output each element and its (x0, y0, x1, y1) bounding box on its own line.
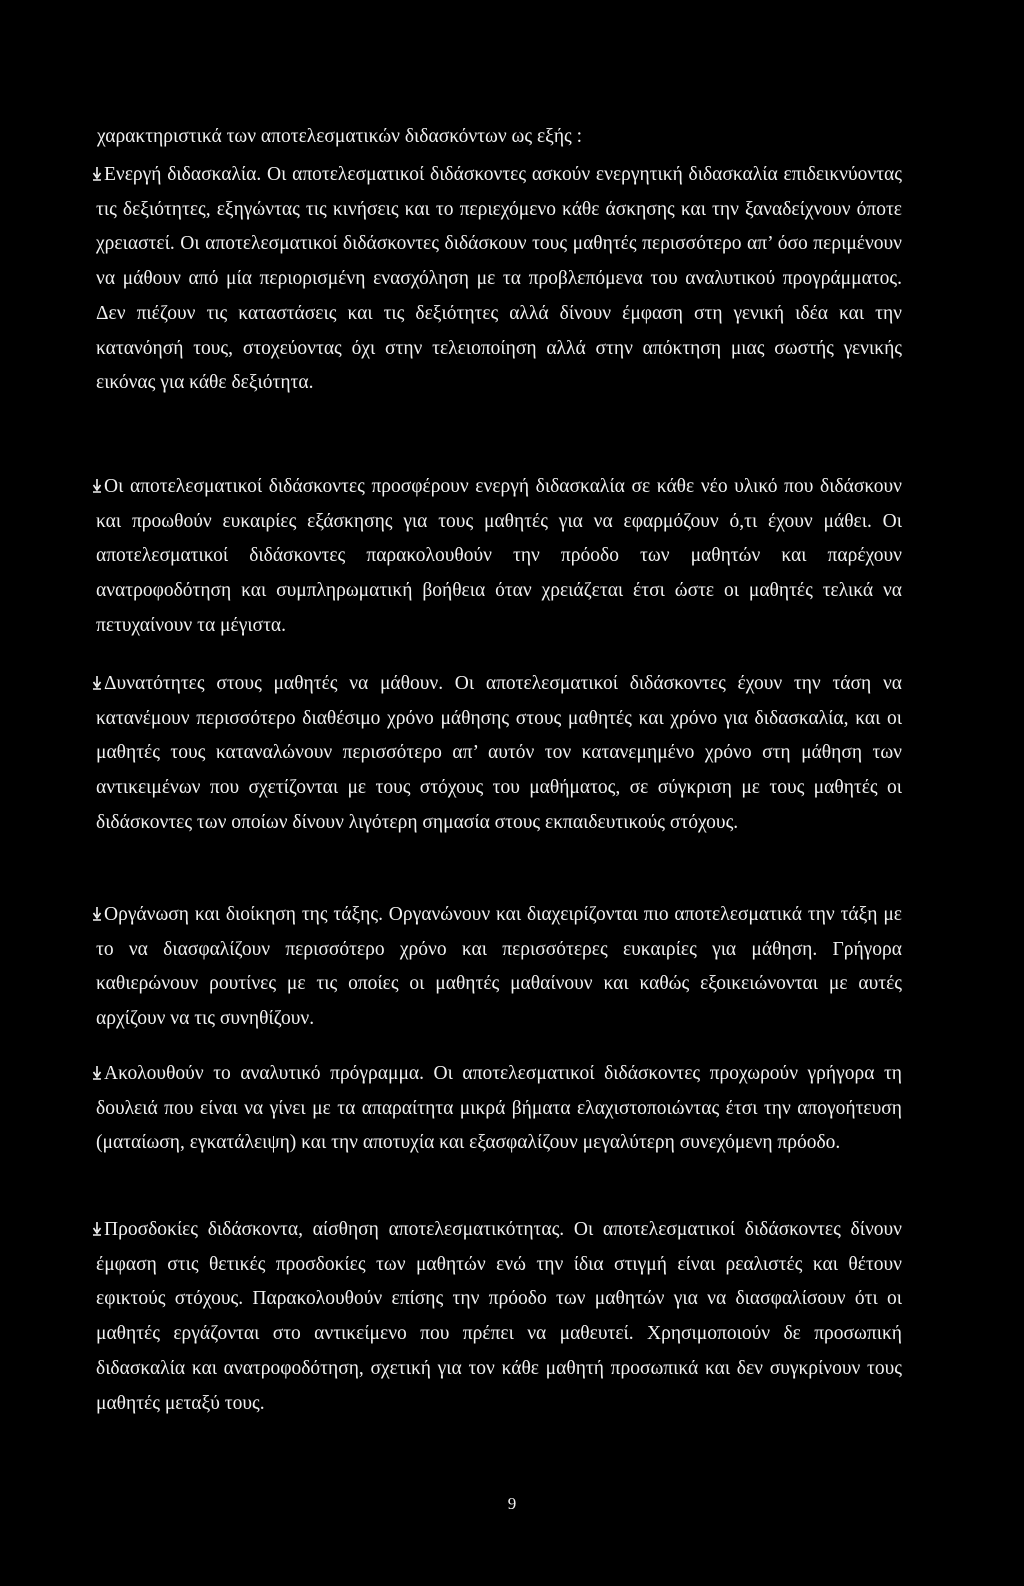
arrow-bullet-icon (92, 1222, 102, 1236)
bullet-item (96, 1213, 902, 1421)
bullet-item (96, 470, 902, 644)
bullet-item (96, 898, 902, 1037)
bullet-item (96, 1057, 902, 1161)
bullet-text: Ενεργή διδασκαλία. Οι αποτελεσματικοί διδάσκοντες ασκούν ενεργητική διδασκαλία επιδεικνύοντας τις δεξιότητες, εξηγώντας τις κινήσεις και το περιεχόμενο κάθε άσκησης και την ξαναδείχνουν όποτε χρειαστεί. Οι αποτελεσματικοί διδάσκοντες διδάσκουν τους μαθητές περισσότερο απ’ όσο περιμένουν να μάθουν από μία περιορισμένη ενασχόληση με τα προβλεπόμενα του αναλυτικού προγράμματος. Δεν πιέζουν τις καταστάσεις και τις δεξιότητες αλλά δίνουν έμφαση στη γενική ιδέα και την κατανόησή τους, στοχεύοντας όχι στην τελειοποίηση αλλά στην απόκτηση μιας σωστής γενικής εικόνας για κάθε δεξιότητα. (96, 164, 902, 394)
arrow-bullet-icon (92, 676, 102, 690)
intro-line: χαρακτηριστικά των αποτελεσματικών διδασκόντων ως εξής : (97, 126, 583, 147)
arrow-bullet-icon (92, 1066, 102, 1080)
bullet-text: Οργάνωση και διοίκηση της τάξης. Οργανώνουν και διαχειρίζονται πιο αποτελεσματικά την τάξη με το να διασφαλίζουν περισσότερο χρόνο και περισσότερες ευκαιρίες για μάθηση. Γρήγορα καθιερώνουν ρουτίνες με τις οποίες οι μαθητές μαθαίνουν και καθώς εξοικειώνονται με αυτές αρχίζουν να τις συνηθίζουν. (96, 904, 902, 1030)
bullet-text: Ακολουθούν το αναλυτικό πρόγραμμα. Οι αποτελεσματικοί διδάσκοντες προχωρούν γρήγορα τη δουλειά που είναι να γίνει με τα απαραίτητα μικρά βήματα ελαχιστοποιώντας έτσι την απογοήτευση (ματαίωση, εγκατάλειψη) και την αποτυχία και εξασφαλίζουν μεγαλύτερη συνεχόμενη πρόοδο. (96, 1063, 902, 1154)
arrow-bullet-icon (92, 167, 102, 181)
bullet-text: Δυνατότητες στους μαθητές να μάθουν. Οι αποτελεσματικοί διδάσκοντες έχουν την τάση να κατανέμουν περισσότερο διαθέσιμο χρόνο μάθησης στους μαθητές και χρόνο για διδασκαλία, και οι μαθητές τους καταναλώνουν περισσότερο απ’ αυτόν τον κατανεμημένο χρόνο στη μάθηση των αντικειμένων που σχετίζονται με τους στόχους του μαθήματος, σε σύγκριση με τους μαθητές οι διδάσκοντες των οποίων δίνουν λιγότερη σημασία στους εκπαιδευτικούς στόχους. (96, 673, 902, 833)
bullet-item (96, 158, 902, 401)
page-number: 9 (507, 1494, 517, 1513)
arrow-bullet-icon (92, 907, 102, 921)
bullet-item (96, 667, 902, 841)
bullet-text: Οι αποτελεσματικοί διδάσκοντες προσφέρουν ενεργή διδασκαλία σε κάθε νέο υλικό που διδάσκουν και προωθούν ευκαιρίες εξάσκησης για τους μαθητές για να εφαρμόζουν ό,τι έχουν μάθει. Οι αποτελεσματικοί διδάσκοντες παρακολουθούν την πρόοδο των μαθητών και παρέχουν ανατροφοδότηση και συμπληρωματική βοήθεια όταν χρειάζεται έτσι ώστε οι μαθητές τελικά να πετυχαίνουν τα μέγιστα. (96, 476, 902, 636)
arrow-bullet-icon (92, 479, 102, 493)
bullet-text: Προσδοκίες διδάσκοντα, αίσθηση αποτελεσματικότητας. Οι αποτελεσματικοί διδάσκοντες δίνουν έμφαση στις θετικές προσδοκίες των μαθητών ενώ την ίδια στιγμή είναι ρεαλιστές και θέτουν εφικτούς στόχους. Παρακολουθούν επίσης την πρόοδο των μαθητών για να διασφαλίσουν ότι οι μαθητές εργάζονται στο αντικείμενο που πρέπει να μαθευτεί. Χρησιμοποιούν δε προσωπική διδασκαλία και ανατροφοδότηση, σχετική για τον κάθε μαθητή προσωπικά και δεν συγκρίνουν τους μαθητές μεταξύ τους. (96, 1219, 902, 1414)
